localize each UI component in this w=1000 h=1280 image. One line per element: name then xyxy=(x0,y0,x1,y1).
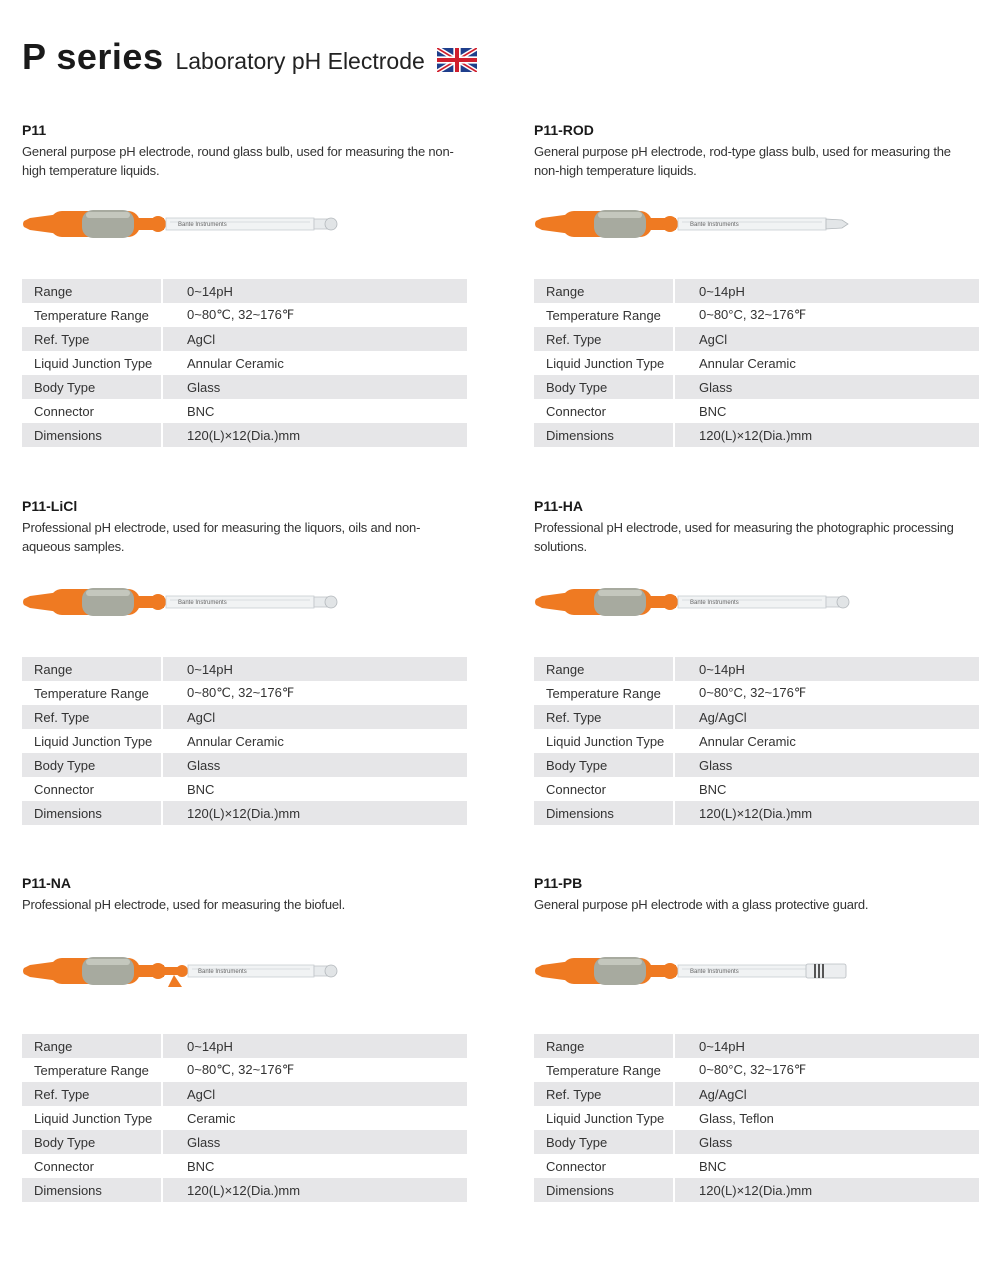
spec-value: Glass xyxy=(162,375,467,399)
spec-label: Connector xyxy=(22,1154,162,1178)
product-model: P11-PB xyxy=(534,875,583,891)
fill-ball xyxy=(662,216,678,232)
table-row xyxy=(534,705,979,729)
grip-highlight xyxy=(86,590,130,596)
spec-value: Glass xyxy=(674,375,979,399)
table-row xyxy=(22,279,467,303)
spec-label: Temperature Range xyxy=(534,1058,674,1082)
electrode-image xyxy=(22,204,342,244)
table-row xyxy=(534,801,979,825)
spec-value: Ag/AgCl xyxy=(674,1082,979,1106)
spec-label: Body Type xyxy=(534,375,674,399)
spec-value: Annular Ceramic xyxy=(674,729,979,753)
spec-label: Liquid Junction Type xyxy=(22,1106,162,1130)
electrode-image xyxy=(534,582,854,622)
spec-label: Range xyxy=(22,1034,162,1058)
guard-band xyxy=(814,964,816,978)
brand-label: Bante Instruments xyxy=(690,222,739,229)
table-row xyxy=(534,375,979,399)
spec-value: 120(L)×12(Dia.)mm xyxy=(674,801,979,825)
spec-label: Body Type xyxy=(22,1130,162,1154)
product-description: Professional pH electrode, used for measuring the liquors, oils and non-aqueous samples. xyxy=(22,520,421,554)
table-row xyxy=(534,423,979,447)
spec-value: 0~14pH xyxy=(674,657,979,681)
product-card xyxy=(534,498,979,828)
table-row xyxy=(534,1154,979,1178)
table-row xyxy=(22,423,467,447)
spec-label: Range xyxy=(534,279,674,303)
table-row xyxy=(22,327,467,351)
page-subtitle: Laboratory pH Electrode xyxy=(175,48,425,74)
table-row xyxy=(534,351,979,375)
product-card xyxy=(22,875,467,1205)
spec-value: Glass xyxy=(162,1130,467,1154)
fill-ball xyxy=(150,594,166,610)
table-row xyxy=(22,399,467,423)
spec-label: Liquid Junction Type xyxy=(22,351,162,375)
spec-value: 0~14pH xyxy=(162,657,467,681)
spec-label: Ref. Type xyxy=(22,1082,162,1106)
sleeve-ring xyxy=(176,965,188,977)
spec-label: Ref. Type xyxy=(534,1082,674,1106)
electrode-image xyxy=(534,204,854,244)
table-row xyxy=(22,729,467,753)
spec-label: Liquid Junction Type xyxy=(22,729,162,753)
table-row xyxy=(534,303,979,327)
table-row xyxy=(534,1058,979,1082)
spec-value: Glass xyxy=(674,753,979,777)
grip-highlight xyxy=(86,212,130,218)
grip-highlight xyxy=(86,959,130,965)
spec-label: Ref. Type xyxy=(534,705,674,729)
spec-value: 120(L)×12(Dia.)mm xyxy=(674,1178,979,1202)
fill-ball xyxy=(662,594,678,610)
spec-value: Glass xyxy=(674,1130,979,1154)
spec-value: Glass xyxy=(162,753,467,777)
spec-value: 0~80°C, 32~176℉ xyxy=(674,303,979,327)
table-row xyxy=(22,1082,467,1106)
product-card xyxy=(534,122,979,452)
spec-label: Connector xyxy=(534,777,674,801)
spec-value: AgCl xyxy=(162,327,467,351)
spec-value: BNC xyxy=(162,1154,467,1178)
spec-label: Connector xyxy=(534,399,674,423)
table-row xyxy=(534,1130,979,1154)
spec-label: Temperature Range xyxy=(22,1058,162,1082)
grip-highlight xyxy=(598,212,642,218)
spec-value: 0~80℃, 32~176℉ xyxy=(162,681,467,705)
electrode-image xyxy=(22,582,342,622)
guard-band xyxy=(822,964,824,978)
spec-table xyxy=(534,1034,979,1202)
spec-label: Connector xyxy=(534,1154,674,1178)
product-description: General purpose pH electrode, rod-type glass bulb, used for measuring the non-high temperature liquids. xyxy=(534,144,951,178)
spec-value: Annular Ceramic xyxy=(674,351,979,375)
spec-label: Connector xyxy=(22,399,162,423)
table-row xyxy=(22,303,467,327)
table-row xyxy=(534,327,979,351)
table-row xyxy=(22,705,467,729)
spec-table xyxy=(534,279,979,447)
table-row xyxy=(22,801,467,825)
product-description: General purpose pH electrode, round glass bulb, used for measuring the non-high temperature liquids. xyxy=(22,144,454,178)
spec-value: 120(L)×12(Dia.)mm xyxy=(162,1178,467,1202)
guard-band xyxy=(818,964,820,978)
spec-label: Liquid Junction Type xyxy=(534,351,674,375)
table-row xyxy=(534,1034,979,1058)
spec-value: BNC xyxy=(674,399,979,423)
table-row xyxy=(534,1082,979,1106)
table-row xyxy=(534,399,979,423)
spec-value: Ceramic xyxy=(162,1106,467,1130)
product-model: P11-ROD xyxy=(534,122,594,138)
spec-label: Temperature Range xyxy=(22,681,162,705)
spec-value: 0~80°C, 32~176℉ xyxy=(674,1058,979,1082)
spec-value: 0~14pH xyxy=(674,279,979,303)
spec-label: Ref. Type xyxy=(22,705,162,729)
spec-value: 0~14pH xyxy=(162,1034,467,1058)
spec-value: Annular Ceramic xyxy=(162,729,467,753)
spec-label: Temperature Range xyxy=(22,303,162,327)
spec-label: Dimensions xyxy=(22,423,162,447)
table-row xyxy=(534,753,979,777)
spec-label: Range xyxy=(22,279,162,303)
spec-value: 120(L)×12(Dia.)mm xyxy=(162,801,467,825)
product-description: Professional pH electrode, used for measuring the photographic processing solutions. xyxy=(534,520,954,554)
spec-label: Body Type xyxy=(22,375,162,399)
spec-label: Dimensions xyxy=(22,801,162,825)
spec-label: Body Type xyxy=(534,1130,674,1154)
spec-value: Ag/AgCl xyxy=(674,705,979,729)
spec-value: BNC xyxy=(674,1154,979,1178)
table-row xyxy=(22,1034,467,1058)
table-row xyxy=(22,681,467,705)
glass-guard xyxy=(806,964,846,978)
page-title: P series xyxy=(22,36,164,77)
spec-value: BNC xyxy=(162,399,467,423)
table-row xyxy=(22,1058,467,1082)
spec-label: Body Type xyxy=(534,753,674,777)
spec-table xyxy=(22,657,467,825)
table-row xyxy=(22,1154,467,1178)
product-model: P11-NA xyxy=(22,875,72,891)
brand-label: Bante Instruments xyxy=(690,969,739,976)
spec-value: Annular Ceramic xyxy=(162,351,467,375)
spec-label: Dimensions xyxy=(534,801,674,825)
spec-label: Range xyxy=(22,657,162,681)
spec-label: Dimensions xyxy=(534,1178,674,1202)
spec-value: AgCl xyxy=(674,327,979,351)
brand-label: Bante Instruments xyxy=(178,222,227,229)
spec-label: Liquid Junction Type xyxy=(534,1106,674,1130)
brand-label: Bante Instruments xyxy=(198,969,247,976)
table-row xyxy=(22,375,467,399)
table-row xyxy=(22,1130,467,1154)
product-card xyxy=(22,122,467,452)
spec-label: Ref. Type xyxy=(534,327,674,351)
spec-label: Range xyxy=(534,1034,674,1058)
product-description: General purpose pH electrode with a glass protective guard. xyxy=(534,897,869,912)
spec-label: Temperature Range xyxy=(534,303,674,327)
uk-flag-icon xyxy=(437,48,477,72)
grip-highlight xyxy=(598,959,642,965)
spec-value: 0~14pH xyxy=(162,279,467,303)
spec-value: Glass, Teflon xyxy=(674,1106,979,1130)
table-row xyxy=(534,729,979,753)
spec-label: Temperature Range xyxy=(534,681,674,705)
table-row xyxy=(22,1178,467,1202)
spec-value: BNC xyxy=(162,777,467,801)
table-row xyxy=(22,753,467,777)
spec-table xyxy=(22,1034,467,1202)
spec-value: 120(L)×12(Dia.)mm xyxy=(674,423,979,447)
product-model: P11-HA xyxy=(534,498,584,514)
fill-ball xyxy=(662,963,678,979)
electrode-image xyxy=(534,951,854,991)
spec-label: Liquid Junction Type xyxy=(534,729,674,753)
spec-label: Dimensions xyxy=(534,423,674,447)
table-row xyxy=(534,657,979,681)
product-model: P11 xyxy=(22,122,47,138)
table-row xyxy=(534,681,979,705)
round-bulb xyxy=(325,218,337,230)
product-card xyxy=(22,498,467,828)
grip-highlight xyxy=(598,590,642,596)
brand-label: Bante Instruments xyxy=(690,600,739,607)
table-row xyxy=(534,1106,979,1130)
spec-value: BNC xyxy=(674,777,979,801)
spec-table xyxy=(534,657,979,825)
sleeve-fin xyxy=(168,975,182,987)
spec-label: Range xyxy=(534,657,674,681)
spec-table xyxy=(22,279,467,447)
page-header xyxy=(22,36,477,78)
spec-value: 0~80℃, 32~176℉ xyxy=(162,303,467,327)
brand-label: Bante Instruments xyxy=(178,600,227,607)
spec-value: 0~14pH xyxy=(674,1034,979,1058)
spec-value: 0~80°C, 32~176℉ xyxy=(674,681,979,705)
product-description: Professional pH electrode, used for measuring the biofuel. xyxy=(22,897,345,912)
spec-value: 0~80℃, 32~176℉ xyxy=(162,1058,467,1082)
table-row xyxy=(22,657,467,681)
fill-ball xyxy=(150,216,166,232)
spec-label: Body Type xyxy=(22,753,162,777)
round-bulb xyxy=(837,596,849,608)
spec-value: AgCl xyxy=(162,1082,467,1106)
table-row xyxy=(534,1178,979,1202)
table-row xyxy=(22,1106,467,1130)
round-bulb xyxy=(325,965,337,977)
spec-value: 120(L)×12(Dia.)mm xyxy=(162,423,467,447)
table-row xyxy=(22,777,467,801)
spec-label: Ref. Type xyxy=(22,327,162,351)
table-row xyxy=(22,351,467,375)
product-card xyxy=(534,875,979,1205)
round-bulb xyxy=(325,596,337,608)
product-model: P11-LiCl xyxy=(22,498,78,514)
rod-tip xyxy=(826,219,848,229)
electrode-image xyxy=(22,951,342,991)
spec-label: Dimensions xyxy=(22,1178,162,1202)
table-row xyxy=(534,279,979,303)
table-row xyxy=(534,777,979,801)
spec-label: Connector xyxy=(22,777,162,801)
spec-value: AgCl xyxy=(162,705,467,729)
